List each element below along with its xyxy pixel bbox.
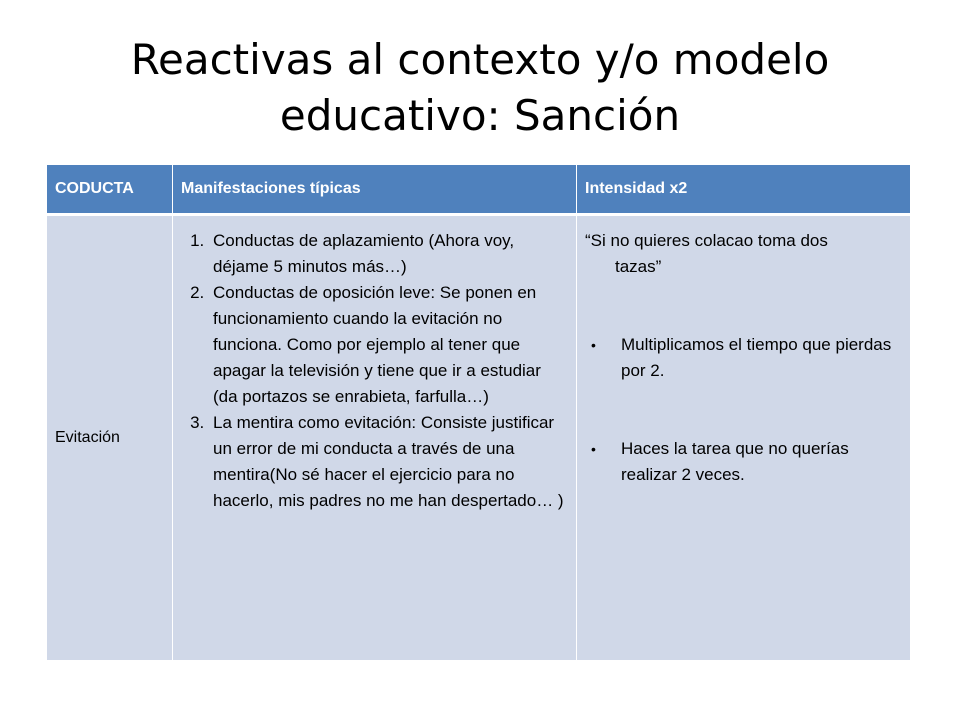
slide-title [40,32,920,144]
list-item: 2. Conductas de oposición leve: Se ponen en funcionamiento cuando la evitación no funciona. Como por ejemplo al tener que apagar la televisión y tiene que ir a estudiar (da portazos se enrabieta, farfulla…) [209,280,568,410]
slide-title-line-2: educativo: Sanción [279,91,681,140]
list-item [591,436,902,488]
header-intensidad: Intensidad x2 [577,165,911,215]
list-item: 1. Conductas de aplazamiento (Ahora voy, déjame 5 minutos más…) [209,228,568,280]
slide-title-line-1: Reactivas al contexto y/o modelo [130,35,830,84]
behavior-table [46,164,911,661]
intensity-cell [577,215,911,661]
bullet-text: Haces la tarea que no querías realizar 2 veces. [621,439,849,484]
manifestations-cell [173,215,577,661]
intensity-quote-line-1: “Si no quieres colacao toma dos [585,231,828,250]
bullet-icon: • [591,337,596,353]
intensity-bullets [585,332,902,384]
table-row [47,215,911,661]
conduct-cell: Evitación [47,215,173,661]
header-conducta: CODUCTA [47,165,173,215]
bullet-text: Multiplicamos el tiempo que pierdas por 2. [621,335,892,380]
intensity-quote-line-2: tazas” [615,257,662,276]
manifestations-list [181,228,568,514]
intensity-bullets-2 [585,436,902,488]
list-item [591,332,902,384]
list-item: 3. La mentira como evitación: Consiste justificar un error de mi conducta a través de una mentira(No sé hacer el ejercicio para no hacerlo, mis padres no me han despertado… ) [209,410,568,514]
intensity-quote [585,228,902,280]
bullet-icon: • [591,441,596,457]
header-manifestaciones: Manifestaciones típicas [173,165,577,215]
table-header-row [47,165,911,215]
